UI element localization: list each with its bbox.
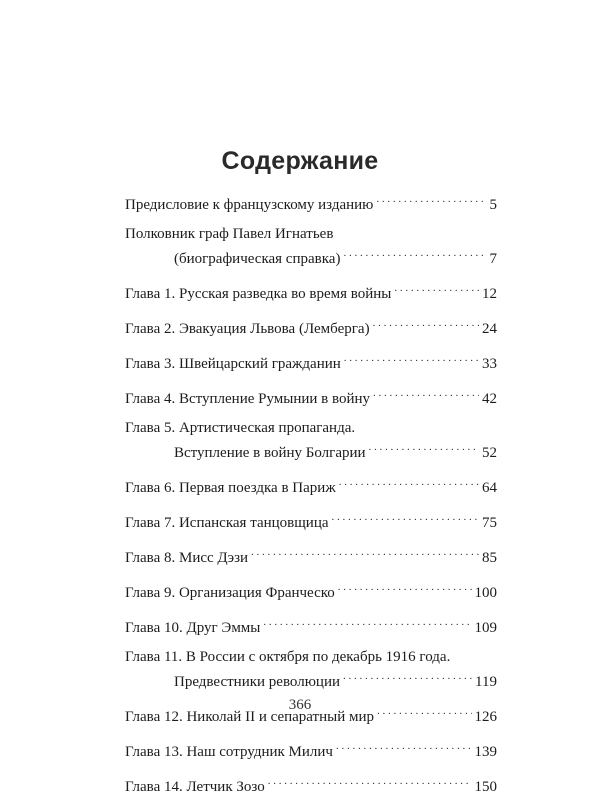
toc-entry: [125, 543, 497, 568]
toc-entry-page: 139: [474, 744, 497, 760]
toc-entry-line: [125, 384, 497, 409]
page-title: Содержание: [221, 147, 379, 175]
toc-entry-page: 24: [482, 321, 497, 337]
toc-entry-page: 42: [482, 391, 497, 407]
toc-entry-title: Глава 2. Эвакуация Львова (Лемберга): [125, 321, 370, 337]
dot-leader: [263, 613, 471, 632]
dot-leader: [343, 667, 472, 686]
dot-leader: [268, 772, 472, 791]
toc-entry-page: 150: [474, 779, 497, 795]
toc-entry-title: Полковник граф Павел Игнатьев: [125, 226, 334, 242]
toc-entry-line: [125, 279, 497, 304]
toc-entry-title: Глава 12. Николай II и сепаратный мир: [125, 709, 375, 725]
toc-entry: [125, 613, 497, 638]
dot-leader: [336, 737, 472, 756]
toc-entry-page: 7: [489, 251, 497, 267]
toc-entry-line: [125, 772, 497, 797]
toc-entry-page: 75: [482, 515, 497, 531]
dot-leader: [339, 473, 479, 492]
toc-entry-line: [125, 648, 497, 667]
dot-leader: [251, 543, 479, 562]
toc-entry-line: [125, 508, 497, 533]
toc-entry-line: [125, 314, 497, 339]
toc-entry-title: Глава 14. Летчик Зозо: [125, 779, 265, 795]
toc-entry-title: Глава 5. Артистическая пропаганда.: [125, 420, 356, 436]
toc-entry-page: 52: [482, 445, 497, 461]
toc-entry-title: Глава 8. Мисс Дэзи: [125, 550, 249, 566]
toc-entry-title: Глава 7. Испанская танцовщица: [125, 515, 329, 531]
toc-entry-page: 12: [482, 286, 497, 302]
toc-entry-title: (биографическая справка): [174, 251, 341, 267]
toc-entry-title: Глава 1. Русская разведка во время войны: [125, 286, 392, 302]
toc-entry-line: [125, 473, 497, 498]
toc-entry: [125, 225, 497, 269]
toc-entry-page: 119: [475, 674, 497, 690]
toc-entry: [125, 349, 497, 374]
toc-entry: [125, 508, 497, 533]
toc-entry-page: 5: [489, 197, 497, 213]
toc-entry: [125, 419, 497, 463]
toc-entry-line: [125, 225, 497, 244]
toc-entry-title: Глава 11. В России с октября по декабрь 1916 года.: [125, 649, 451, 665]
toc-entry-title: Глава 6. Первая поездка в Париж: [125, 480, 336, 496]
toc-entry-page: 109: [474, 620, 497, 636]
toc-entry-line: [125, 613, 497, 638]
toc-entry-page: 33: [482, 356, 497, 372]
toc-entry-title: Глава 10. Друг Эммы: [125, 620, 261, 636]
toc-entry: [125, 384, 497, 409]
dot-leader: [373, 314, 479, 333]
toc-entry-title: Глава 9. Организация Франческо: [125, 585, 335, 601]
toc-entry-page: 64: [482, 480, 497, 496]
toc-entry-line: [125, 543, 497, 568]
toc-entry-page: 126: [474, 709, 497, 725]
table-of-contents: [125, 190, 497, 807]
dot-leader: [394, 279, 479, 298]
toc-entry-page: 85: [482, 550, 497, 566]
toc-entry-title: Глава 3. Швейцарский гражданин: [125, 356, 341, 372]
dot-leader: [343, 244, 486, 263]
toc-entry: [125, 772, 497, 797]
toc-entry-title: Вступление в войну Болгарии: [174, 445, 366, 461]
toc-entry-line: [125, 667, 497, 692]
toc-entry-line: [125, 244, 497, 269]
toc-entry-page: 100: [474, 585, 497, 601]
toc-entry-title: Глава 13. Наш сотрудник Милич: [125, 744, 333, 760]
toc-entry-title: Предвестники революции: [174, 674, 340, 690]
toc-entry: [125, 279, 497, 304]
dot-leader: [369, 438, 479, 457]
dot-leader: [376, 190, 486, 209]
toc-entry: [125, 190, 497, 215]
toc-entry-line: [125, 438, 497, 463]
dot-leader: [373, 384, 479, 403]
toc-entry-title: Глава 4. Вступление Румынии в войну: [125, 391, 371, 407]
dot-leader: [332, 508, 479, 527]
toc-entry: [125, 473, 497, 498]
dot-leader: [344, 349, 479, 368]
toc-entry-line: [125, 578, 497, 603]
toc-entry-line: [125, 190, 497, 215]
dot-leader: [338, 578, 472, 597]
toc-entry: [125, 314, 497, 339]
page-number: 366: [288, 697, 312, 713]
toc-entry-line: [125, 419, 497, 438]
toc-entry-title: Предисловие к французскому изданию: [125, 197, 374, 213]
toc-entry-line: [125, 349, 497, 374]
toc-entry: [125, 578, 497, 603]
toc-entry: [125, 648, 497, 692]
